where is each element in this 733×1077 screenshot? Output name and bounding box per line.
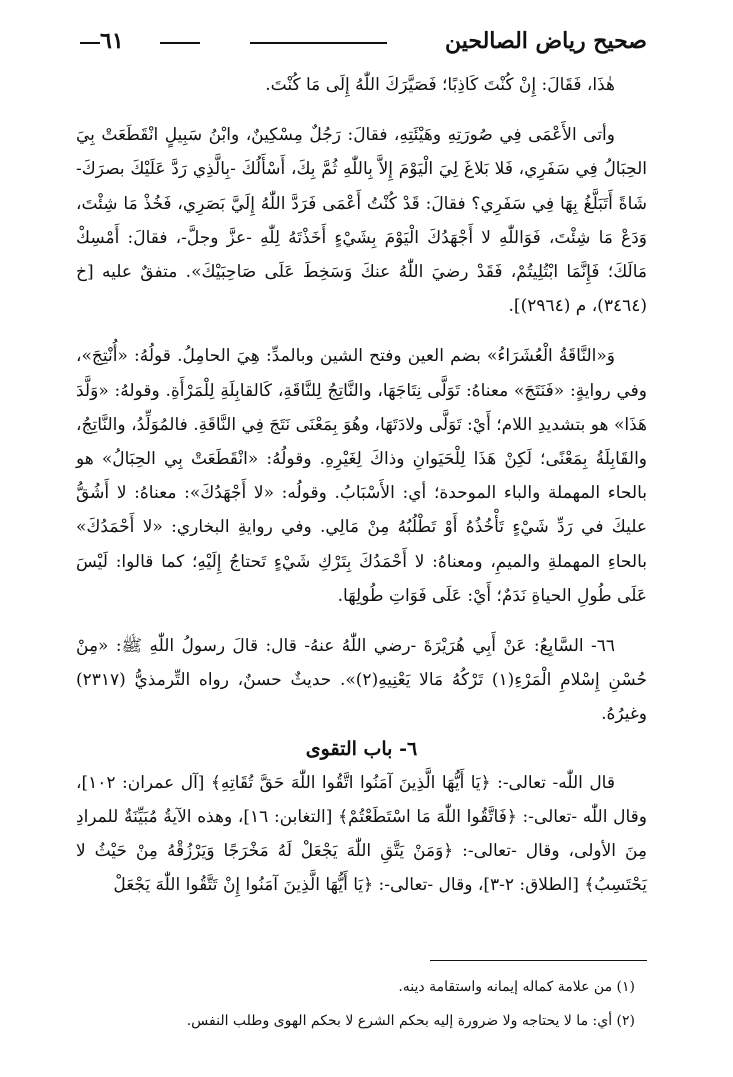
footnotes [76,970,647,1038]
paragraph-hadith-66: ٦٦- السَّابِعُ: عَنْ أَبِي هُرَيْرَةَ -رضي اللّٰهُ عنهُ- قال: قالَ رسولُ اللّٰهِ ﷺ: «مِنْ حُسْنِ إِسْلامِ الْمَرْءِ(١) تَرْكُهُ مَالا يَعْنِيهِ(٢)». حديثٌ حسنٌ، رواه التِّرمذيُّ (٢٣١٧) وغيرُهُ. [76,636,647,725]
body-text [76,68,647,903]
page-number: ٦١ [100,28,124,54]
paragraph-chapter-verses: قال اللّٰه- تعالى-: ﴿يَا أَيُّهَا الَّذِينَ آمَنُوا اتَّقُوا اللّٰهَ حَقَّ تُقَاتِهِ﴾ [آل عمران: ١٠٢]، وقال اللّٰه -تعالى-: ﴿فَاتَّقُوا اللّٰهَ مَا اسْتَطَعْتُمْ﴾ [التغابن: ١٦]، وهذه الآيةُ مُبَيِّنَةٌ للمرادِ مِنَ الأولى، وقال -تعالى-: ﴿وَمَنْ يَتَّقِ اللّٰهَ يَجْعَلْ لَهُ مَخْرَجًا وَيَرْزُقْهُ مِنْ حَيْثُ لا يَحْتَسِبُ﴾ [الطلاق: ٢-٣]، وقال -تعالى-: ﴿يَا أَيُّهَا الَّذِينَ آمَنُوا إِنْ تَتَّقُوا اللّٰهَ يَجْعَلْ [76,772,647,896]
paragraph-intro: هٰذَا، فَقَالَ: إِنْ كُنْتَ كَاذِبًا؛ فَصَيَّرَكَ اللّٰهُ إِلَى مَا كُنْتَ. [265,75,615,95]
footnote-1: (١) من علامة كماله إيمانه واستقامة دينه. [398,979,635,995]
header-rule [250,42,387,44]
paragraph-explanation: وَ«النَّاقَةُ الْعُشَرَاءُ» بضم العين وفتح الشين وبالمدِّ: هِيَ الحامِلُ. قولُهُ: «أُنْتِجَ»، وفي روايةٍ: «فَنَتَجَ» معناهُ: تَوَلَّى نِتَاجَهَا، والنَّاتِجُ لِلنَّاقَةِ، كَالقابِلَةِ لِلْمَرْأَةِ. وقولهُ: «وَلَّدَ هَذَا» هو بتشديدِ اللام؛ أَيْ: تَوَلَّى ولادَتَهَا، وهُوَ بِمَعْنَى نَتَجَ فِي النَّاقَةِ. فالمُوَلِّدُ، والنَّاتِجُ، والقَابِلَةُ بِمَعْنًى؛ لَكِنْ هَذَا لِلْحَيَوانِ وذاكَ لِغَيْرِهِ. وقولُهُ: «انْقَطَعَتْ بِي الحِبَالُ» هو بالحاء المهملة والباء الموحدة؛ أي: الأَسْبَابُ. وقولُه: «لا أَجْهَدُكَ»: معناهُ: لا أَشُقُّ عليكَ في رَدِّ شَيْءٍ تَأْخُذُهُ أَوْ تَطْلُبُهُ مِنْ مَالِي. وفي روايةِ البخاري: «لا أَحْمَدُكَ» بالحاءِ المهملةِ والميمِ، ومعناهُ: لا أَحْمَدُكَ بِتَرْكِ شَيْءٍ تَحتاجُ إِلَيْهِ؛ كما قالوا: لَيْسَ عَلَى طُولِ الحياةِ نَدَمٌ؛ أَيْ: عَلَى فَوَاتِ طُولِهَا. [76,346,647,606]
footnote-2: (٢) أي: ما لا يحتاجه ولا ضرورة إليه بحكم الشرع لا بحكم الهوى وطلب النفس. [186,1013,635,1029]
header-rule-end [80,42,100,44]
running-header [100,22,647,62]
running-title: صحيح رياض الصالحين [445,28,647,54]
chapter-heading: ٦- باب التقوى [305,737,418,760]
footnote-separator [430,960,647,961]
paragraph-hadith-story: وأتى الأَعْمَى فِي صُورَتِهِ وهَيْئَتِهِ، فقالَ: رَجُلٌ مِسْكِينٌ، وابْنُ سَبِيلٍ انْقَطَعَتْ بِيَ الحِبَالُ فِي سَفَرِي، فَلا بَلاغَ لِيَ الْيَوْمَ إِلاَّ بِاللّٰهِ ثُمَّ بِكَ، أَسْأَلُكَ -بِالَّذِي رَدَّ عَلَيْكَ بصرَكَ- شَاةً أَتَبَلَّغُ بِهَا فِي سَفَرِي؟ فقالَ: قَدْ كُنْتُ أَعْمَى فَرَدَّ اللّٰهُ إِلَيَّ بَصَرِي، فَخُذْ مَا شِئْتَ، وَدَعْ مَا شِئْتَ، فَوَاللّٰهِ لا أَجْهَدُكَ الْيَوْمَ بِشَيْءٍ أَخَذْتَهُ لِلّٰهِ -عزَّ وجلَّ-، فقالَ: أَمْسِكْ مَالَكَ؛ فَإِنَّمَا ابْتُلِيتُمْ، فَقَدْ رضيَ اللّٰهُ عنكَ وَسَخِطَ عَلَى صَاحِبَيْكَ». متفقٌ عليه [خ (٣٤٦٤)، م (٢٩٦٤)]. [76,125,647,317]
header-rule-short [160,42,200,44]
